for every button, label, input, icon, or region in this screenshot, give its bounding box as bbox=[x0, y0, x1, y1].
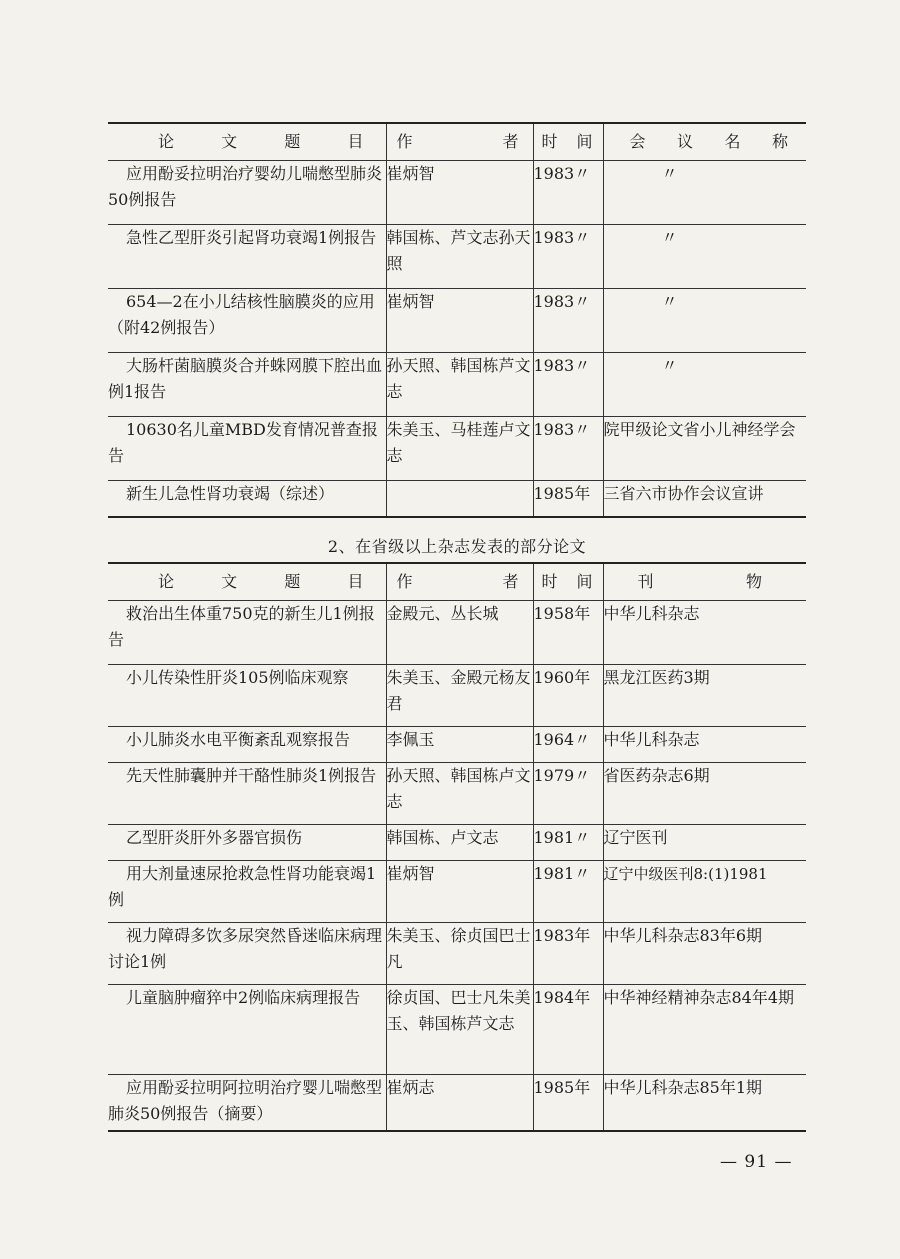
paper-authors: 徐贞国、巴士凡朱美玉、韩国栋芦文志 bbox=[386, 985, 533, 1075]
paper-authors: 崔炳智 bbox=[386, 161, 533, 225]
paper-venue: 〃 bbox=[603, 289, 806, 353]
table-row bbox=[108, 923, 806, 985]
table-row bbox=[108, 601, 806, 665]
table-header-row bbox=[108, 123, 806, 161]
paper-time: 1984年 bbox=[533, 985, 603, 1075]
conference-papers-table bbox=[108, 122, 806, 518]
paper-venue: 〃 bbox=[603, 353, 806, 417]
paper-journal: 省医药杂志6期 bbox=[603, 763, 806, 825]
header-title: 论 文 题 目 bbox=[108, 563, 386, 601]
table-row bbox=[108, 353, 806, 417]
paper-time: 1983〃 bbox=[533, 225, 603, 289]
paper-time: 1960年 bbox=[533, 665, 603, 727]
paper-title: 应用酚妥拉明治疗婴幼儿喘憋型肺炎50例报告 bbox=[108, 161, 386, 225]
paper-title: 新生儿急性肾功衰竭（综述） bbox=[108, 481, 386, 517]
paper-journal: 黑龙江医药3期 bbox=[603, 665, 806, 727]
paper-title: 急性乙型肝炎引起肾功衰竭1例报告 bbox=[108, 225, 386, 289]
header-title: 论 文 题 目 bbox=[108, 123, 386, 161]
table-row bbox=[108, 481, 806, 517]
paper-time: 1979〃 bbox=[533, 763, 603, 825]
paper-authors: 韩国栋、芦文志孙天照 bbox=[386, 225, 533, 289]
table-header-row bbox=[108, 563, 806, 601]
paper-title: 先天性肺囊肿并干酪性肺炎1例报告 bbox=[108, 763, 386, 825]
paper-journal: 中华儿科杂志85年1期 bbox=[603, 1075, 806, 1131]
paper-journal: 中华儿科杂志83年6期 bbox=[603, 923, 806, 985]
paper-time: 1983〃 bbox=[533, 289, 603, 353]
paper-time: 1983〃 bbox=[533, 161, 603, 225]
header-author: 作 者 bbox=[386, 563, 533, 601]
paper-time: 1981〃 bbox=[533, 825, 603, 861]
header-author: 作 者 bbox=[386, 123, 533, 161]
paper-journal: 中华儿科杂志 bbox=[603, 601, 806, 665]
paper-venue: 院甲级论文省小儿神经学会 bbox=[603, 417, 806, 481]
paper-time: 1983〃 bbox=[533, 417, 603, 481]
paper-title: 小儿肺炎水电平衡紊乱观察报告 bbox=[108, 727, 386, 763]
header-time: 时 间 bbox=[533, 123, 603, 161]
table-row bbox=[108, 985, 806, 1075]
header-time: 时 间 bbox=[533, 563, 603, 601]
paper-title: 小儿传染性肝炎105例临床观察 bbox=[108, 665, 386, 727]
paper-venue: 〃 bbox=[603, 225, 806, 289]
table-row bbox=[108, 289, 806, 353]
paper-venue: 三省六市协作会议宣讲 bbox=[603, 481, 806, 517]
paper-venue: 〃 bbox=[603, 161, 806, 225]
table-row bbox=[108, 665, 806, 727]
paper-time: 1964〃 bbox=[533, 727, 603, 763]
paper-title: 654—2在小儿结核性脑膜炎的应用（附42例报告） bbox=[108, 289, 386, 353]
paper-authors: 朱美玉、徐贞国巴士凡 bbox=[386, 923, 533, 985]
journal-papers-table bbox=[108, 562, 806, 1132]
paper-title: 用大剂量速尿抢救急性肾功能衰竭1例 bbox=[108, 861, 386, 923]
table-row bbox=[108, 825, 806, 861]
paper-title: 10630名儿童MBD发育情况普查报告 bbox=[108, 417, 386, 481]
header-journal: 刊 物 bbox=[603, 563, 806, 601]
paper-title: 大肠杆菌脑膜炎合并蛛网膜下腔出血例1报告 bbox=[108, 353, 386, 417]
paper-authors: 崔炳智 bbox=[386, 289, 533, 353]
paper-title: 视力障碍多饮多尿突然昏迷临床病理讨论1例 bbox=[108, 923, 386, 985]
paper-authors: 朱美玉、金殿元杨友君 bbox=[386, 665, 533, 727]
paper-journal: 中华儿科杂志 bbox=[603, 727, 806, 763]
paper-title: 乙型肝炎肝外多器官损伤 bbox=[108, 825, 386, 861]
paper-authors: 金殿元、丛长城 bbox=[386, 601, 533, 665]
paper-title: 儿童脑肿瘤猝中2例临床病理报告 bbox=[108, 985, 386, 1075]
paper-journal: 辽宁医刊 bbox=[603, 825, 806, 861]
paper-title: 救治出生体重750克的新生儿1例报告 bbox=[108, 601, 386, 665]
page-number: — 91 — bbox=[720, 1152, 793, 1172]
paper-journal: 辽宁中级医刊8:(1)1981 bbox=[603, 861, 806, 923]
header-venue: 会 议 名 称 bbox=[603, 123, 806, 161]
paper-time: 1981〃 bbox=[533, 861, 603, 923]
paper-authors: 韩国栋、卢文志 bbox=[386, 825, 533, 861]
paper-journal: 中华神经精神杂志84年4期 bbox=[603, 985, 806, 1075]
paper-authors: 崔炳智 bbox=[386, 861, 533, 923]
paper-time: 1985年 bbox=[533, 1075, 603, 1131]
table-row bbox=[108, 727, 806, 763]
section-heading: 2、在省级以上杂志发表的部分论文 bbox=[327, 537, 587, 556]
table-row bbox=[108, 161, 806, 225]
paper-time: 1983年 bbox=[533, 923, 603, 985]
paper-authors: 孙天照、韩国栋芦文志 bbox=[386, 353, 533, 417]
paper-time: 1983〃 bbox=[533, 353, 603, 417]
table-row bbox=[108, 417, 806, 481]
table-row bbox=[108, 763, 806, 825]
paper-authors: 崔炳志 bbox=[386, 1075, 533, 1131]
paper-authors: 孙天照、韩国栋卢文志 bbox=[386, 763, 533, 825]
paper-authors: 朱美玉、马桂莲卢文志 bbox=[386, 417, 533, 481]
paper-time: 1985年 bbox=[533, 481, 603, 517]
paper-title: 应用酚妥拉明阿拉明治疗婴儿喘憋型肺炎50例报告（摘要） bbox=[108, 1075, 386, 1131]
table-row bbox=[108, 861, 806, 923]
paper-authors bbox=[386, 481, 533, 517]
table-row bbox=[108, 225, 806, 289]
table-row bbox=[108, 1075, 806, 1131]
paper-authors: 李佩玉 bbox=[386, 727, 533, 763]
paper-time: 1958年 bbox=[533, 601, 603, 665]
